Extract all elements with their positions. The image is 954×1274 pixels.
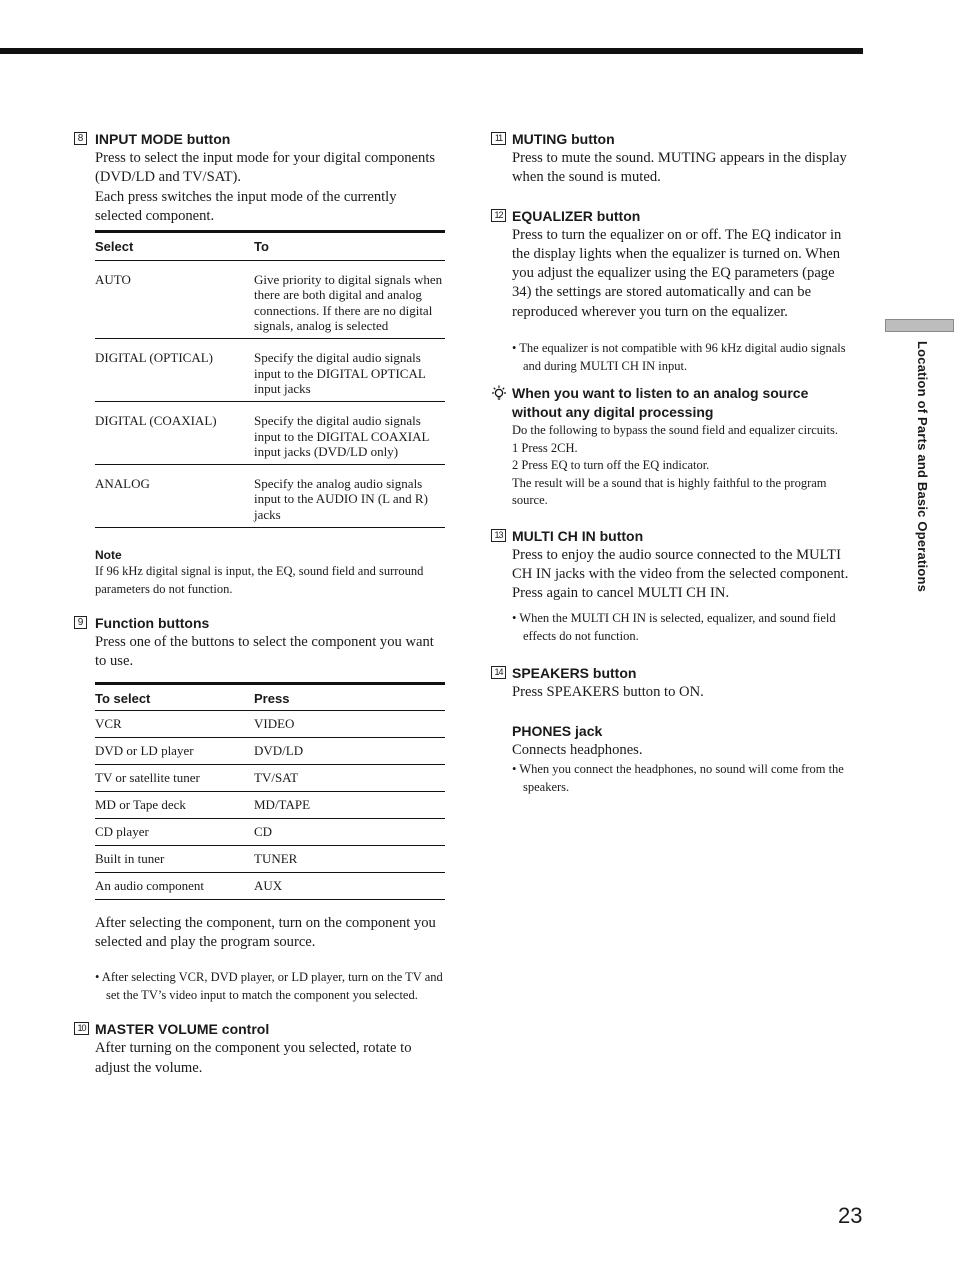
section-muting bbox=[491, 130, 857, 188]
section-title: MUTING button bbox=[512, 131, 615, 147]
top-rule bbox=[0, 48, 863, 54]
table-row bbox=[95, 465, 445, 528]
section-multi-ch-in bbox=[491, 527, 857, 646]
column-header: Press bbox=[254, 683, 445, 710]
item-number-8: 8 bbox=[74, 132, 87, 145]
table-header-row bbox=[95, 683, 445, 710]
table-cell: Specify the analog audio signals input to the AUDIO IN (L and R) jacks bbox=[254, 465, 445, 528]
table-header-row bbox=[95, 232, 445, 261]
table-cell: DIGITAL (OPTICAL) bbox=[95, 339, 254, 402]
item-number-9: 9 bbox=[74, 616, 87, 629]
paragraph: Press to mute the sound. MUTING appears in the display when the sound is muted. bbox=[512, 150, 847, 186]
tip-line: The result will be a sound that is highly faithful to the program source. bbox=[512, 475, 827, 508]
paragraph: Connects headphones. bbox=[512, 741, 643, 758]
phones-title: PHONES jack bbox=[512, 722, 603, 739]
table-row bbox=[95, 261, 445, 339]
lightbulb-icon bbox=[491, 385, 507, 401]
table-cell: AUX bbox=[254, 872, 445, 899]
table-cell: AUTO bbox=[95, 261, 254, 339]
table-row bbox=[95, 872, 445, 899]
table-row bbox=[95, 339, 445, 402]
table-row bbox=[95, 845, 445, 872]
table-row bbox=[95, 764, 445, 791]
table-cell: An audio component bbox=[95, 872, 254, 899]
table-cell: CD player bbox=[95, 818, 254, 845]
item-number-12: 12 bbox=[491, 209, 506, 222]
side-section-label: Location of Parts and Basic Operations bbox=[915, 341, 930, 593]
section-title: SPEAKERS button bbox=[512, 665, 637, 682]
paragraph: Press SPEAKERS button to ON. bbox=[512, 684, 704, 701]
item-number-11: 11 bbox=[491, 132, 506, 145]
column-header: Select bbox=[95, 232, 254, 261]
function-buttons-table bbox=[95, 682, 445, 900]
item-number-10: 10 bbox=[74, 1022, 89, 1035]
section-title: EQUALIZER button bbox=[512, 207, 641, 224]
table-row bbox=[95, 791, 445, 818]
tip-title: When you want to listen to an analog source without any digital processing bbox=[512, 385, 809, 421]
paragraph: After selecting the component, turn on the component you selected and play the program source. bbox=[95, 914, 436, 950]
table-cell: DIGITAL (COAXIAL) bbox=[95, 402, 254, 465]
left-column bbox=[74, 130, 446, 1078]
table-row bbox=[95, 710, 445, 737]
table-cell: DVD or LD player bbox=[95, 737, 254, 764]
section-title: MASTER VOLUME control bbox=[95, 1021, 270, 1038]
table-cell: DVD/LD bbox=[254, 737, 445, 764]
table-cell: Specify the digital audio signals input to the DIGITAL COAXIAL input jacks (DVD/LD only) bbox=[254, 402, 445, 465]
bullet-note: • When you connect the headphones, no sound will come from the speakers. bbox=[512, 762, 844, 795]
item-number-13: 13 bbox=[491, 529, 506, 542]
table-cell: TV/SAT bbox=[254, 764, 445, 791]
note-title: Note bbox=[95, 548, 122, 563]
table-cell: CD bbox=[254, 818, 445, 845]
table-cell: Give priority to digital signals when there are both digital and analog connections. If there are no digital signals, analog is selected bbox=[254, 261, 445, 339]
paragraph: Press to turn the equalizer on or off. The EQ indicator in the display lights when the equalizer is turned on. When you adjust the equalizer using the EQ parameters (page 34) the settings are stored automatically and can be reproduced wherever you turn on the equalizer. bbox=[512, 226, 842, 320]
table-cell: Specify the digital audio signals input to the DIGITAL OPTICAL input jacks bbox=[254, 339, 445, 402]
section-speakers bbox=[491, 664, 857, 796]
table-cell: VCR bbox=[95, 710, 254, 737]
paragraph: Each press switches the input mode of the currently selected component. bbox=[95, 188, 397, 224]
table-cell: ANALOG bbox=[95, 465, 254, 528]
section-equalizer bbox=[491, 207, 857, 375]
note-block bbox=[95, 547, 446, 598]
section-title: Function buttons bbox=[95, 615, 210, 632]
table-row bbox=[95, 737, 445, 764]
table-cell: VIDEO bbox=[254, 710, 445, 737]
paragraph: Press to enjoy the audio source connected to the MULTI CH IN jacks with the video from the selected component. Press again to cancel MULTI CH IN. bbox=[512, 546, 849, 602]
bullet-note: • After selecting VCR, DVD player, or LD player, turn on the TV and set the TV’s video input to match the component you selected. bbox=[95, 970, 443, 1003]
bullet-note: • The equalizer is not compatible with 96 kHz digital audio signals and during MULTI CH IN input. bbox=[512, 341, 846, 374]
tip-line: 2 Press EQ to turn off the EQ indicator. bbox=[512, 458, 710, 473]
table-cell: TUNER bbox=[254, 845, 445, 872]
table-row bbox=[95, 818, 445, 845]
tip-line: 1 Press 2CH. bbox=[512, 440, 578, 455]
section-title: MULTI CH IN button bbox=[512, 527, 644, 544]
table-row bbox=[95, 402, 445, 465]
paragraph: Press to select the input mode for your digital components (DVD/LD and TV/SAT). bbox=[95, 150, 436, 186]
section-master-volume bbox=[74, 1020, 446, 1078]
note-text: If 96 kHz digital signal is input, the EQ, sound field and surround parameters do not function. bbox=[95, 564, 424, 596]
table-cell: MD or Tape deck bbox=[95, 791, 254, 818]
bullet-note: • When the MULTI CH IN is selected, equalizer, and sound field effects do not function. bbox=[512, 611, 836, 644]
table-cell: MD/TAPE bbox=[254, 791, 445, 818]
section-input-mode bbox=[74, 130, 446, 226]
right-column bbox=[491, 130, 857, 796]
column-header: To bbox=[254, 232, 445, 261]
paragraph: Press one of the buttons to select the component you want to use. bbox=[95, 634, 434, 670]
section-function-buttons bbox=[74, 614, 446, 672]
table-cell: Built in tuner bbox=[95, 845, 254, 872]
tip-line: Do the following to bypass the sound field and equalizer circuits. bbox=[512, 423, 838, 438]
section-title: INPUT MODE button bbox=[95, 131, 231, 147]
paragraph: After turning on the component you selected, rotate to adjust the volume. bbox=[95, 1040, 412, 1076]
section-tab-marker bbox=[885, 319, 954, 332]
function-buttons-after bbox=[95, 914, 446, 1005]
input-mode-table bbox=[95, 230, 445, 528]
tip-analog-source bbox=[491, 384, 857, 510]
item-number-14: 14 bbox=[491, 666, 506, 679]
page-number: 23 bbox=[838, 1203, 863, 1228]
table-cell: TV or satellite tuner bbox=[95, 764, 254, 791]
column-header: To select bbox=[95, 683, 254, 710]
